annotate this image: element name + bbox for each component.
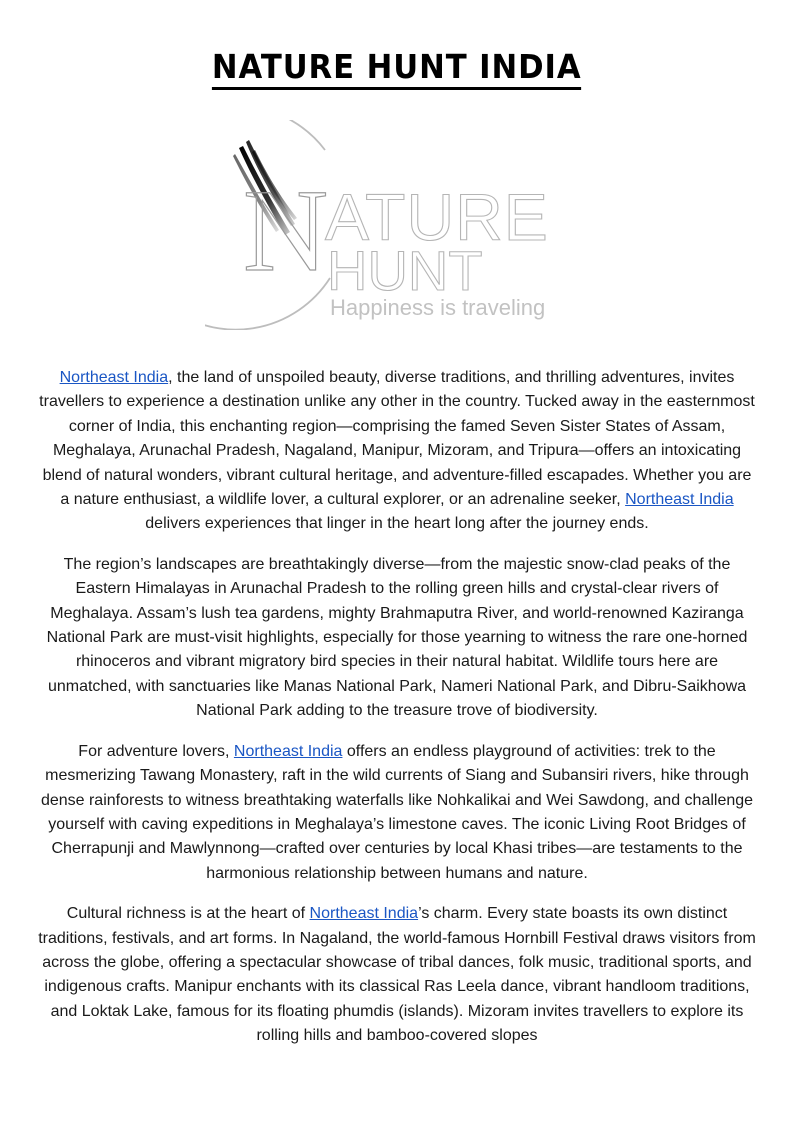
logo-initial: N [243,165,329,296]
northeast-india-link[interactable]: Northeast India [59,369,169,386]
paragraph-3-text-b: offers an endless playground of activities: trek to the mesmerizing Tawang Monastery, raft in the wild currents of Siang and Subansiri rivers, hike through dense rainforests to witness breathtaking waterfalls like Nohkalikai and Wei Sawdong, and challenge yourself with caving expeditions in Meghalaya’s limestone caves. The iconic Living Root Bridges of Cherrapunji and Mawlynnong—crafted over centuries by local Khasi tribes—are testaments to the harmonious relationship between humans and nature. [40,742,754,882]
northeast-india-link[interactable]: Northeast India [625,491,734,509]
paragraph-1-text-b: delivers experiences that linger in the heart long after the journey ends. [145,515,649,533]
northeast-india-link[interactable]: Northeast India [233,742,343,760]
paragraph-1 [36,366,758,537]
paragraph-2: The region’s landscapes are breathtakingly diverse—from the majestic snow-clad peaks of the Eastern Himalayas in Arunachal Pradesh to the rolling green hills and crystal-clear rivers of Meghalaya. Assam’s lush tea gardens, mighty Brahmaputra River, and world-renowned Kaziranga National Park are must-visit highlights, especially for those yearning to witness the rare one-horned rhinoceros and vibrant migratory bird species in their natural habitat. Wildlife tours here are unmatched, with sanctuaries like Manas National Park, Nameri National Park, and Dibru-Saikhowa National Park adding to the treasure trove of biodiversity. [46,555,748,720]
page-title: NATURE HUNT INDIA [212,48,582,90]
paragraph-1-text-a: , the land of unspoiled beauty, diverse traditions, and thrilling adventures, invites travellers to experience a destination unlike any other in the country. Tucked away in the easternmost corner of India, this enchanting region—comprising the famed Seven Sister States of Assam, Meghalaya, Arunachal Pradesh, Nagaland, Manipur, Mizoram, and Tripura—offers an intoxicating blend of natural wonders, vibrant cultural heritage, and adventure-filled escapades. Whether you are a nature enthusiast, a wildlife lover, a cultural explorer, or an adrenaline seeker, [39,369,755,509]
paragraph-4 [36,902,758,1048]
paragraph-3 [36,740,758,886]
title-container [0,48,794,90]
paragraph-4-text-a: Cultural richness is at the heart of [66,905,310,923]
logo-tagline: Happiness is traveling [330,295,546,320]
paragraph-3-text-a: For adventure lovers, [78,742,234,760]
northeast-india-link[interactable]: Northeast India [309,905,419,923]
logo-word-nature: ATURE [325,180,549,254]
nature-hunt-logo [205,120,575,330]
article-body [36,366,758,1065]
paragraph-4-text-b: ’s charm. Every state boasts its own distinct traditions, festivals, and art forms. In Nagaland, the world-famous Hornbill Festival draws visitors from across the globe, offering a spectacular showcase of tribal dances, folk music, traditional sports, and indigenous crafts. Manipur enchants with its classical Ras Leela dance, vibrant handloom traditions, and Loktak Lake, famous for its floating phumdis (islands). Mizoram invites travellers to explore its rolling hills and bamboo-covered slopes [38,905,756,1045]
logo-word-hunt: HUNT [327,239,483,302]
